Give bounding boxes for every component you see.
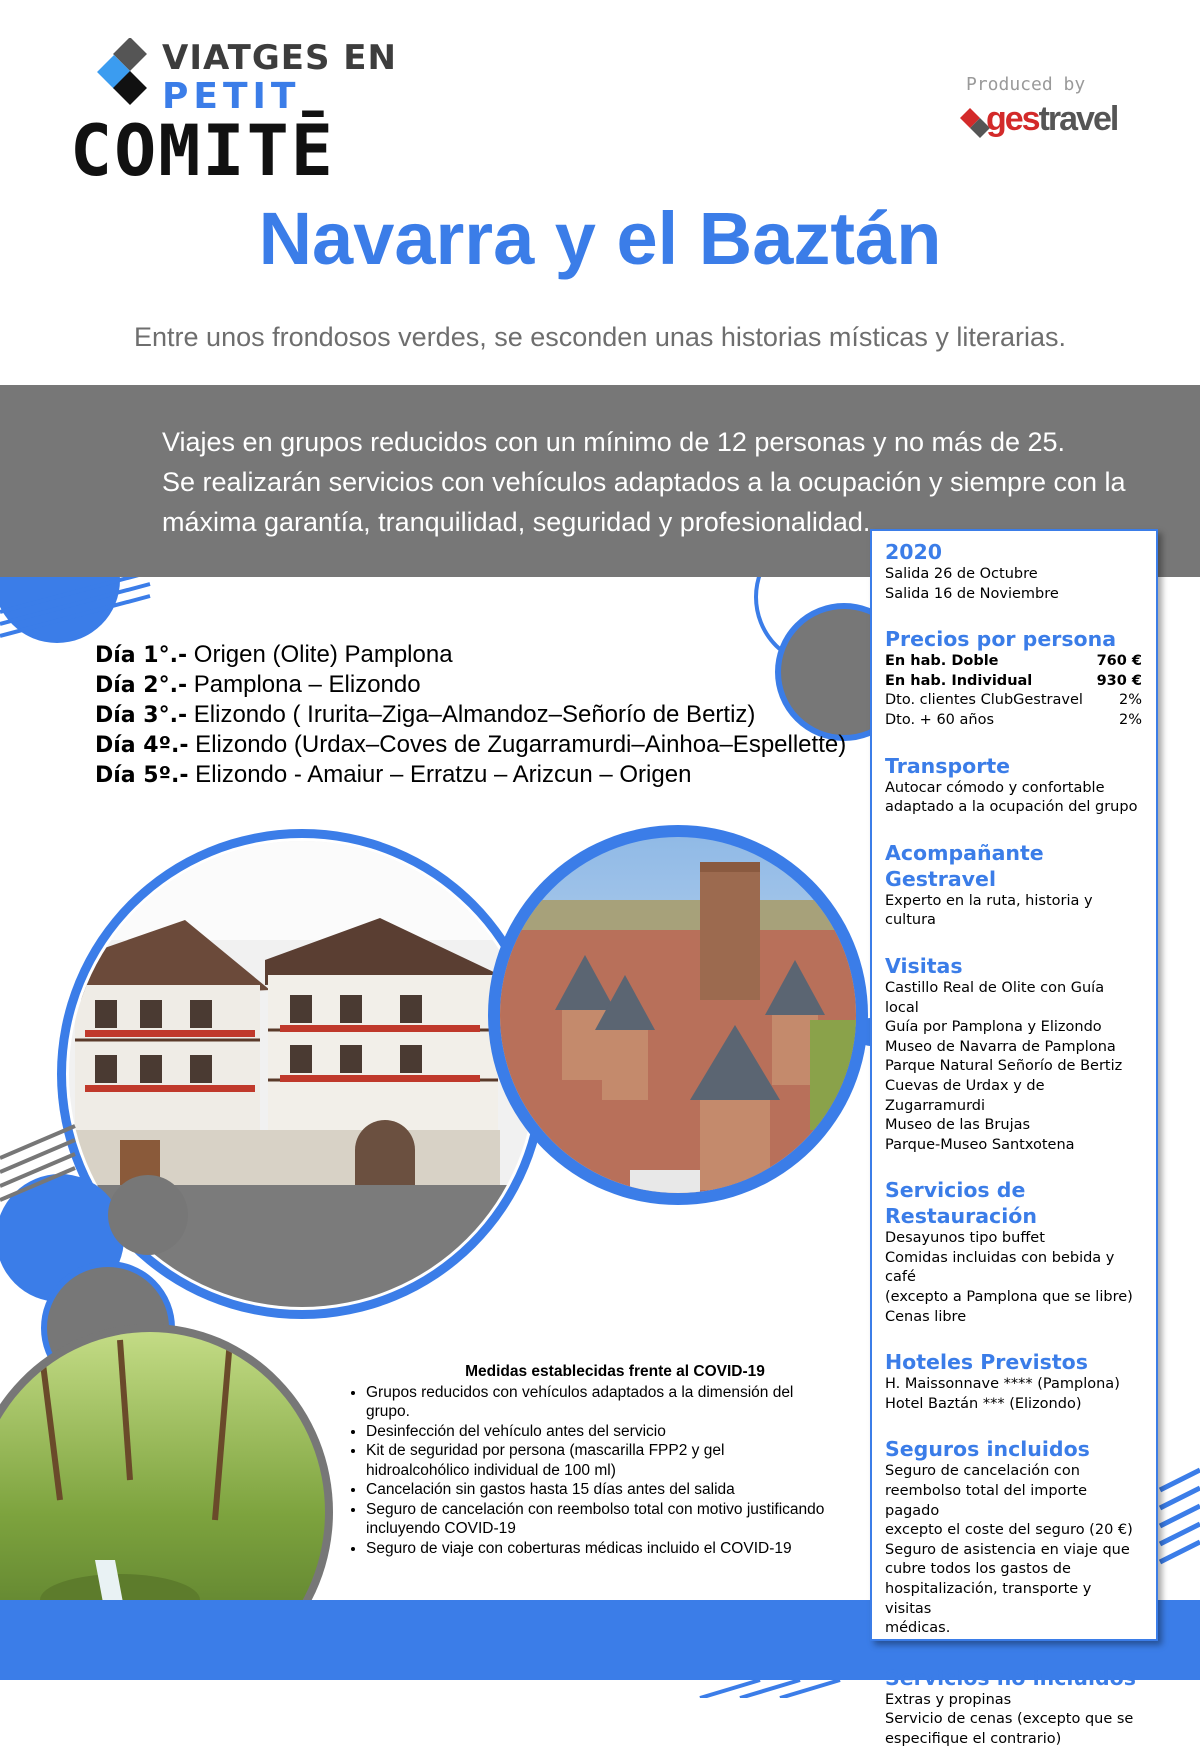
excluded-item: Servicio de cenas (excepto que se: [885, 1711, 1134, 1728]
itinerary-day: Día 1°.- Origen (Olite) Pamplona: [95, 641, 453, 668]
itinerary-day: Día 4º.- Elizondo (Urdax–Coves de Zugarramurdi–Ainhoa–Espellette): [95, 731, 847, 758]
intro-text: [162, 422, 1172, 542]
insurance-item: reembolso total del importe pagado: [885, 1483, 1088, 1519]
prices-heading: Precios por persona: [885, 627, 1117, 652]
covid-item: • Desinfección del vehículo antes del servicio: [366, 1422, 830, 1442]
insurance-item: Seguro de asistencia en viaje que: [885, 1541, 1130, 1558]
brand-line-1: VIATGES EN: [162, 38, 397, 78]
transport-text: adaptado a la ocupación del grupo: [885, 799, 1138, 816]
itinerary: [95, 640, 846, 790]
hotel-item: H. Maissonnave **** (Pamplona): [885, 1376, 1120, 1393]
info-panel: [870, 529, 1158, 1747]
meals-item: Comidas incluidas con bebida y café: [885, 1249, 1115, 1286]
meals-heading: Servicios de: [885, 1178, 1026, 1203]
visit-item: Guía por Pamplona y Elizondo: [885, 1019, 1102, 1036]
covid-item: • Seguro de cancelación con reembolso total con motivo justificando incluyendo COVID-19: [366, 1500, 830, 1539]
page-title: Navarra y el Baztán: [258, 197, 942, 280]
hotels-heading: Hoteles Previstos: [885, 1350, 1088, 1375]
visit-item: Castillo Real de Olite con Guía local: [885, 979, 1105, 1016]
visit-item: Museo de Navarra de Pamplona: [885, 1038, 1116, 1055]
insurance-heading: Seguros incluidos: [885, 1437, 1090, 1462]
meals-heading: Restauración: [885, 1204, 1037, 1229]
covid-item: • Cancelación sin gastos hasta 15 días antes del salida: [366, 1480, 830, 1500]
departure-date: Salida 26 de Octubre: [885, 566, 1038, 582]
covid-list: [310, 1383, 830, 1559]
meals-item: Desayunos tipo buffet: [885, 1230, 1045, 1247]
insurance-item: médicas.: [885, 1620, 951, 1637]
excluded-item: Extras y propinas: [885, 1691, 1012, 1708]
visit-item: Parque Natural Señorío de Bertiz: [885, 1058, 1123, 1075]
intro-line: máxima garantía, tranquilidad, seguridad y profesionalidad.: [162, 507, 871, 537]
covid-item: • Grupos reducidos con vehículos adaptados a la dimensión del grupo.: [366, 1383, 830, 1422]
insurance-item: Seguro de cancelación con: [885, 1463, 1080, 1480]
guide-text: Experto en la ruta, historia y cultura: [885, 892, 1093, 929]
insurance-item: hospitalización, transporte y visitas: [885, 1581, 1092, 1617]
produced-by-label: Produced by: [966, 74, 1086, 95]
price-row: Dto. + 60 años 2%: [885, 711, 1142, 728]
transport-heading: Transporte: [885, 753, 1011, 778]
guide-heading: Acompañante: [885, 840, 1044, 865]
year-heading: 2020: [885, 540, 943, 564]
itinerary-day: Día 2°.- Pamplona – Elizondo: [95, 671, 421, 698]
excluded-item: especifique el contrario): [885, 1730, 1062, 1747]
price-row: Dto. clientes ClubGestravel 2%: [885, 692, 1142, 709]
covid-item: • Kit de seguridad por persona (mascarilla FPP2 y gel hidroalcohólico individual de 100 ml): [366, 1441, 830, 1480]
visit-item: Parque-Museo Santxotena: [885, 1136, 1075, 1153]
page-subtitle: Entre unos frondosos verdes, se esconden unas historias místicas y literarias.: [134, 322, 1066, 352]
covid-title: Medidas establecidas frente al COVID-19: [465, 1363, 765, 1380]
transport-text: Autocar cómodo y confortable: [885, 779, 1105, 796]
hotel-item: Hotel Baztán *** (Elizondo): [885, 1395, 1082, 1412]
meals-item: (excepto a Pamplona que se libre): [885, 1289, 1133, 1306]
brand-line-2: PETIT: [162, 76, 301, 117]
itinerary-day: Día 3°.- Elizondo ( Irurita–Ziga–Almandoz–Señorío de Bertiz): [95, 701, 756, 728]
visit-item: Museo de las Brujas: [885, 1117, 1031, 1134]
meals-item: Cenas libre: [885, 1308, 967, 1325]
intro-line: Viajes en grupos reducidos con un mínimo de 12 personas y no más de 25.: [162, 427, 1066, 457]
brand-logo-icon: [96, 38, 166, 118]
price-row: En hab. Individual 930 €: [885, 672, 1142, 689]
itinerary-day: Día 5º.- Elizondo - Amaiur – Erratzu – Arizcun – Origen: [95, 761, 692, 788]
price-row: En hab. Doble 760 €: [885, 653, 1142, 670]
intro-line: Se realizarán servicios con vehículos adaptados a la ocupación y siempre con la: [162, 467, 1126, 497]
insurance-item: excepto el coste del seguro (20 €): [885, 1522, 1133, 1539]
covid-measures: [310, 1362, 830, 1558]
insurance-item: cubre todos los gastos de: [885, 1561, 1071, 1578]
departure-date: Salida 16 de Noviembre: [885, 585, 1059, 602]
brand-line-3: COMITĒ: [70, 110, 335, 192]
visit-item: Cuevas de Urdax y de Zugarramurdi: [885, 1077, 1045, 1114]
gestravel-logo-text: gestravel: [986, 100, 1118, 138]
excluded-heading: Servicios no incluidos: [885, 1665, 1136, 1690]
guide-heading: Gestravel: [885, 866, 996, 891]
visits-heading: Visitas: [885, 953, 963, 978]
covid-item: • Seguro de viaje con coberturas médicas incluido el COVID-19: [366, 1539, 830, 1559]
